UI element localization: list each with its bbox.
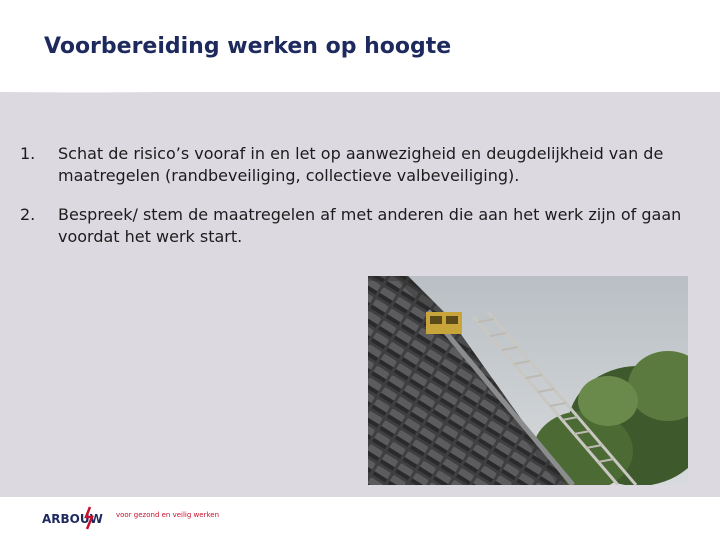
list-item-text: Bespreek/ stem de maatregelen af met anderen die aan het werk zijn of gaan voordat het werk start. — [58, 205, 682, 246]
list-item-text: Schat de risico’s vooraf in en let op aanwezigheid en deugdelijkheid van de maatregelen (randbeveiliging, collectieve valbeveiliging). — [58, 144, 664, 185]
list-item — [20, 143, 700, 187]
roof-ladder-photo — [368, 276, 688, 485]
list-item-number: 1. — [20, 144, 36, 163]
instruction-list — [20, 143, 700, 265]
svg-text:ARBOUW: ARBOUW — [42, 512, 103, 526]
header-curve — [0, 60, 720, 120]
page-title: Voorbereiding werken op hoogte — [44, 34, 452, 59]
footer-tagline: voor gezond en veilig werken — [116, 511, 220, 519]
list-item-number: 2. — [20, 205, 36, 224]
arbouw-logo — [40, 505, 112, 531]
roof-ladder-illustration — [368, 276, 688, 485]
list-item — [20, 204, 700, 248]
